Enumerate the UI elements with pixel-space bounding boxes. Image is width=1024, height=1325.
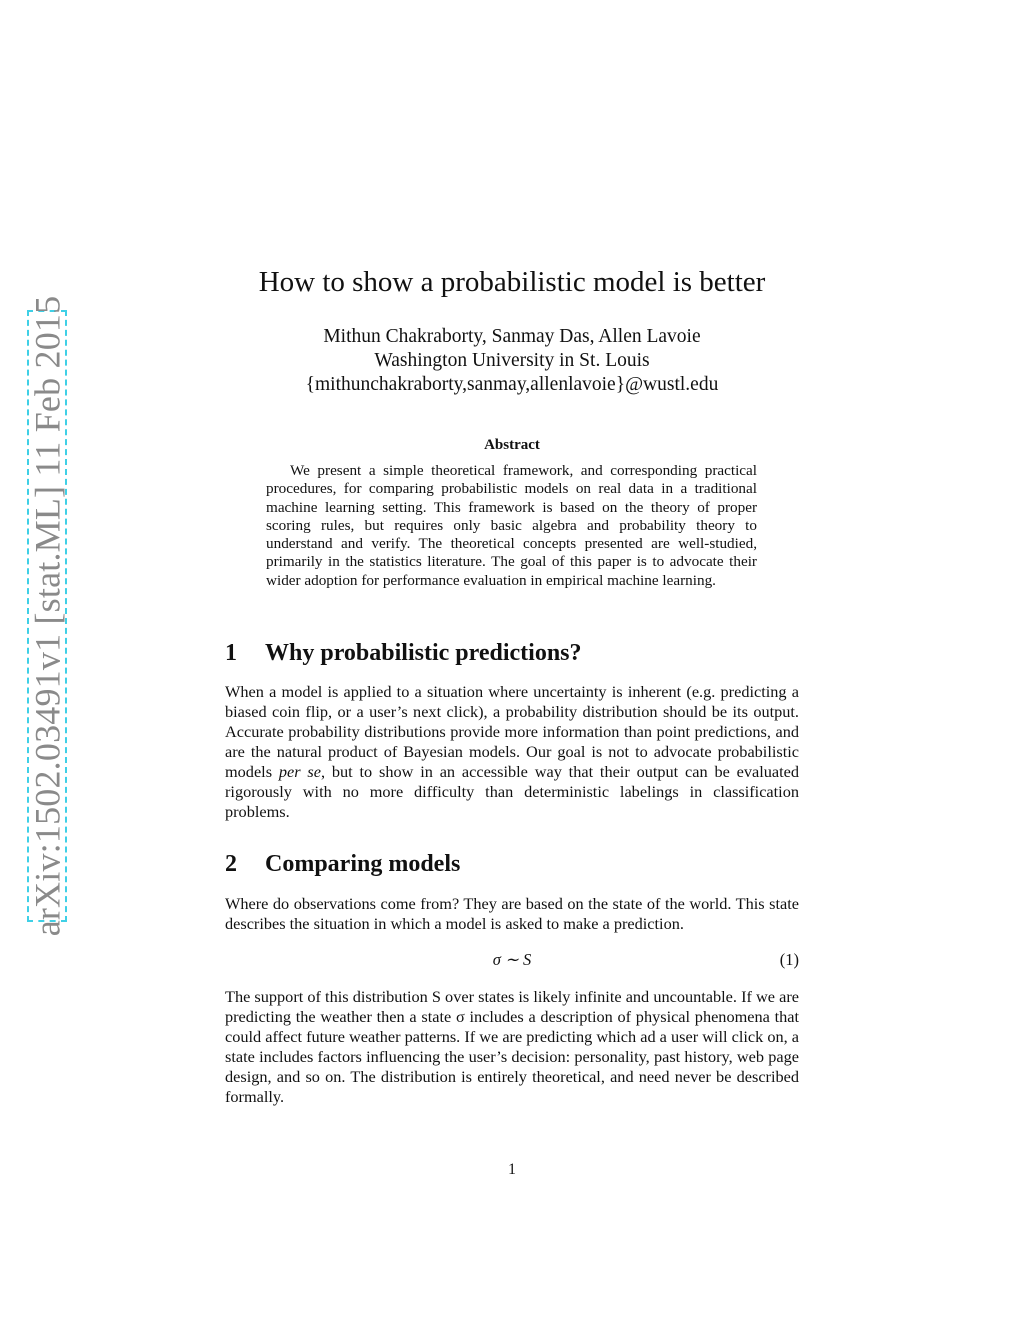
author-emails: {mithunchakraborty,sanmay,allenlavoie}@wustl.edu [305,374,719,395]
author-block [0,325,1024,397]
author-names: Mithun Chakraborty, Sanmay Das, Allen Lavoie [323,326,701,347]
section-2-body-paragraph: The support of this distribution S over states is likely infinite and uncountable. If we are predicting the weather then a state σ includes a description of physical phenomena that could affect future weather patterns. If we are predicting which ad a user will click on, a state includes factors influencing the user’s decision: personality, past history, web page design, and so on. The distribution is entirely theoretical, and need never be described formally. [225,987,799,1106]
section-1-emphasis: per se [278,762,321,781]
section-2-title: Comparing models [265,851,461,877]
author-affiliation: Washington University in St. Louis [374,350,650,371]
section-1-number: 1 [225,640,237,666]
arxiv-identifier-stamp [27,295,68,937]
section-2-intro-paragraph: Where do observations come from? They are based on the state of the world. This state describes the situation in which a model is asked to make a prediction. [225,894,799,933]
abstract-body: We present a simple theoretical framework, and corresponding practical procedures, for comparing probabilistic models on real data in a traditional machine learning setting. This framework is based on the theory of proper scoring rules, but requires only basic algebra and probability theory to understand and verify. The theoretical concepts presented are well-studied, primarily in the statistics literature. The goal of this paper is to advocate their wider adoption for performance evaluation in empirical machine learning. [266,462,757,589]
equation-formula: σ ∼ S [492,950,532,969]
page-number: 1 [508,1161,516,1178]
section-1-title: Why probabilistic predictions? [265,640,582,666]
section-1-text-before: When a model is applied to a situation where uncertainty is inherent (e.g. predicting a biased coin flip, or a user’s next click), a probability distribution should be its output. Accurate probability distributions provide more information than point predictions, and are the natural product of Bayesian models. Our goal is not to advocate probabilistic models [225,682,799,781]
paper-title: How to show a probabilistic model is better [258,266,766,298]
section-2-heading [225,851,460,878]
section-1-paragraph [225,682,799,822]
equation-1 [225,950,799,972]
equation-number: (1) [779,950,799,969]
section-1-text-after: , but to show in an accessible way that their output can be evaluated rigorously with no more difficulty than deterministic labelings in classification problems. [225,762,800,821]
section-1-heading [225,640,582,667]
arxiv-identifier-text: arXiv:1502.03491v1 [stat.ML] 11 Feb 2015 [27,295,68,937]
section-2-number: 2 [225,851,237,877]
abstract-heading: Abstract [484,437,540,453]
